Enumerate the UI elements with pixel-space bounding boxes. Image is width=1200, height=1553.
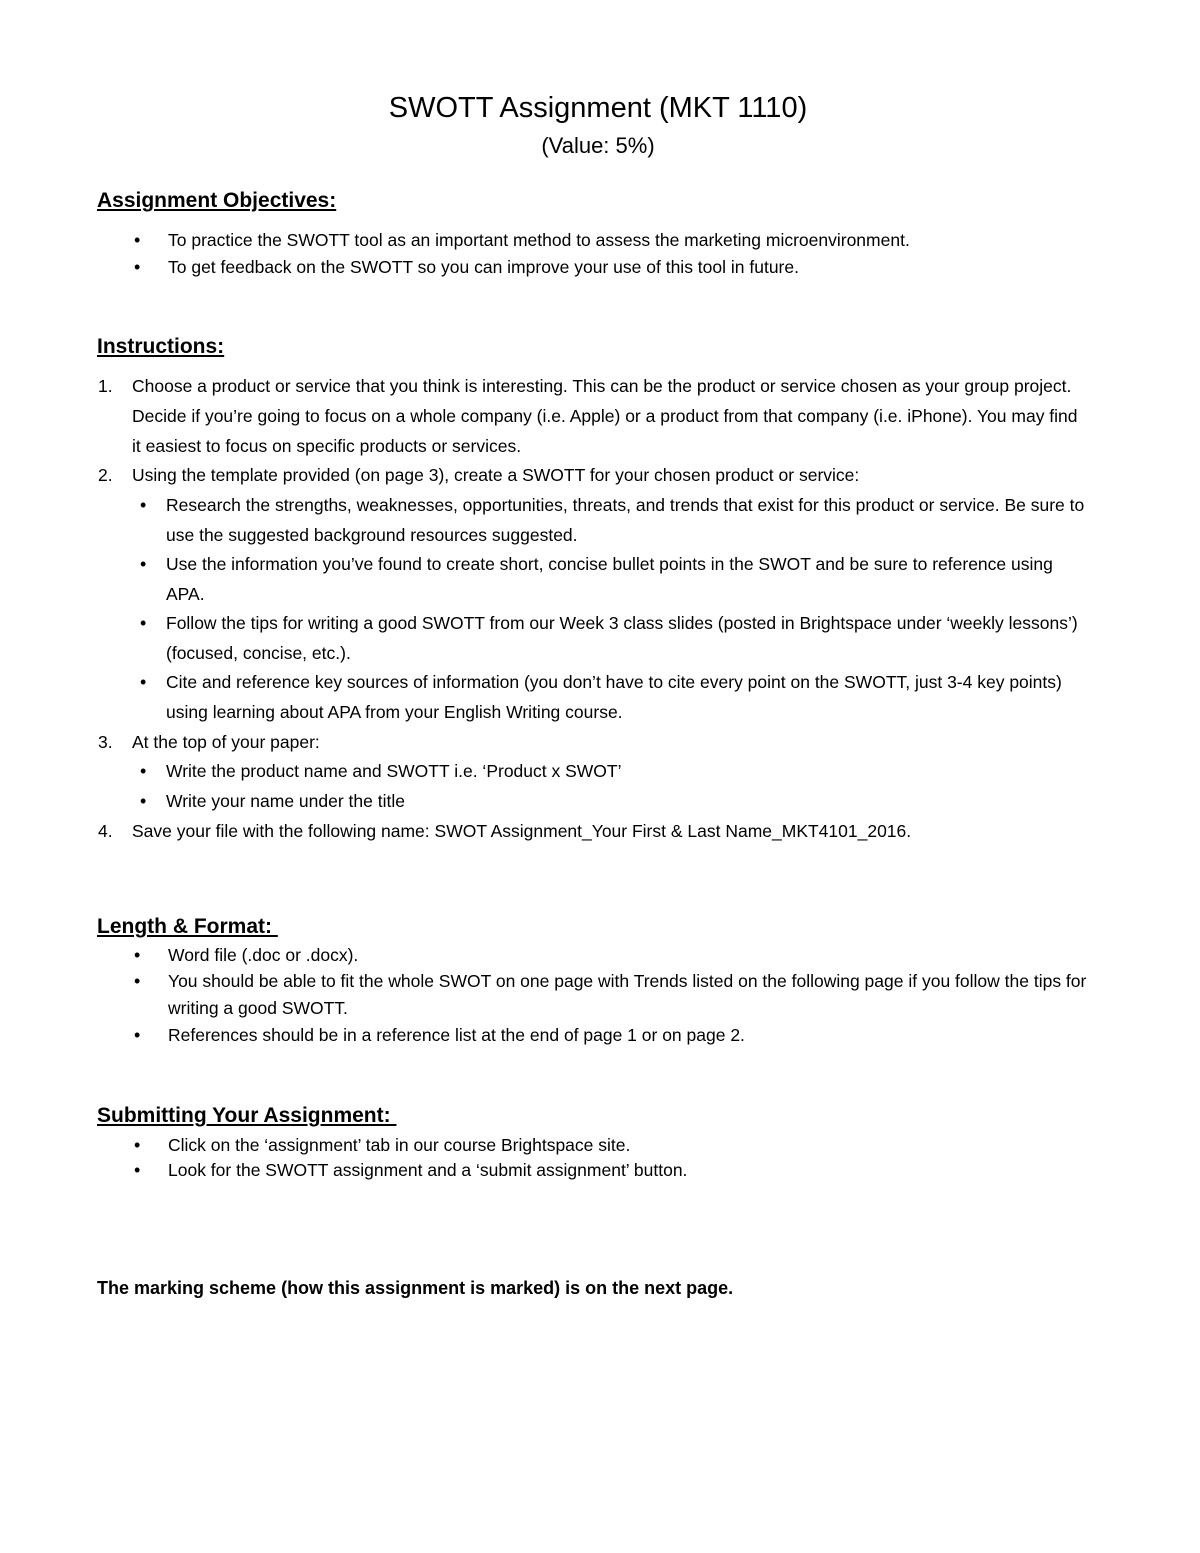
format-item: • Word file (.doc or .docx). [168,942,1088,969]
format-item: • You should be able to fit the whole SWOT on one page with Trends listed on the following page if you follow the tips for writing a good SWOTT. [168,968,1088,1022]
instruction-step [98,371,1082,461]
step-number: 2. [98,465,113,485]
submit-item: • Look for the SWOTT assignment and a ‘submit assignment’ button. [168,1157,1088,1184]
step-sub-item: • Write your name under the title [166,786,1086,816]
document-subtitle: (Value: 5%) [541,133,655,158]
step-sub-item: • Use the information you’ve found to create short, concise bullet points in the SWOT and be sure to reference using APA. [166,549,1086,609]
instruction-step [98,460,1082,490]
format-item: • References should be in a reference list at the end of page 1 or on page 2. [168,1022,1088,1049]
instruction-step [98,816,1082,846]
objective-item: • To get feedback on the SWOTT so you can improve your use of this tool in future. [168,254,1088,281]
instructions-heading: Instructions: [97,335,225,358]
step-number: 3. [98,732,113,752]
step-sub-item: • Research the strengths, weaknesses, opportunities, threats, and trends that exist for this product or service. Be sure to use the suggested background resources suggested. [166,490,1086,550]
step-text: At the top of your paper: [132,732,320,752]
step-number: 1. [98,376,113,396]
step-sub-item: • Cite and reference key sources of information (you don’t have to cite every point on the SWOTT, just 3-4 key points) using learning about APA from your English Writing course. [166,667,1086,727]
step-text: Save your file with the following name: SWOT Assignment_Your First & Last Name_MKT4101_2016. [132,821,912,841]
step-sub-item: • Write the product name and SWOTT i.e. ‘Product x SWOT’ [166,756,1086,786]
length-format-heading: Length & Format: [97,915,278,938]
step-sub-item: • Follow the tips for writing a good SWOTT from our Week 3 class slides (posted in Brightspace under ‘weekly lessons’) (focused, concise, etc.). [166,608,1086,668]
step-number: 4. [98,821,113,841]
step-text: Choose a product or service that you think is interesting. This can be the product or service chosen as your group project. Decide if you’re going to focus on a whole company (i.e. Apple) or a product from that company (i.e. iPhone). You may find it easiest to focus on specific products or services. [132,376,1078,456]
objective-item: • To practice the SWOTT tool as an important method to assess the marketing microenvironment. [168,227,1088,254]
submitting-heading: Submitting Your Assignment: [97,1104,397,1127]
instruction-step [98,727,1082,757]
submit-item: • Click on the ‘assignment’ tab in our course Brightspace site. [168,1132,1088,1159]
step-text: Using the template provided (on page 3), create a SWOTT for your chosen product or service: [132,465,860,485]
objectives-heading: Assignment Objectives: [97,189,337,212]
document-title: SWOTT Assignment (MKT 1110) [388,92,808,124]
closing-note: The marking scheme (how this assignment is marked) is on the next page. [97,1278,734,1298]
